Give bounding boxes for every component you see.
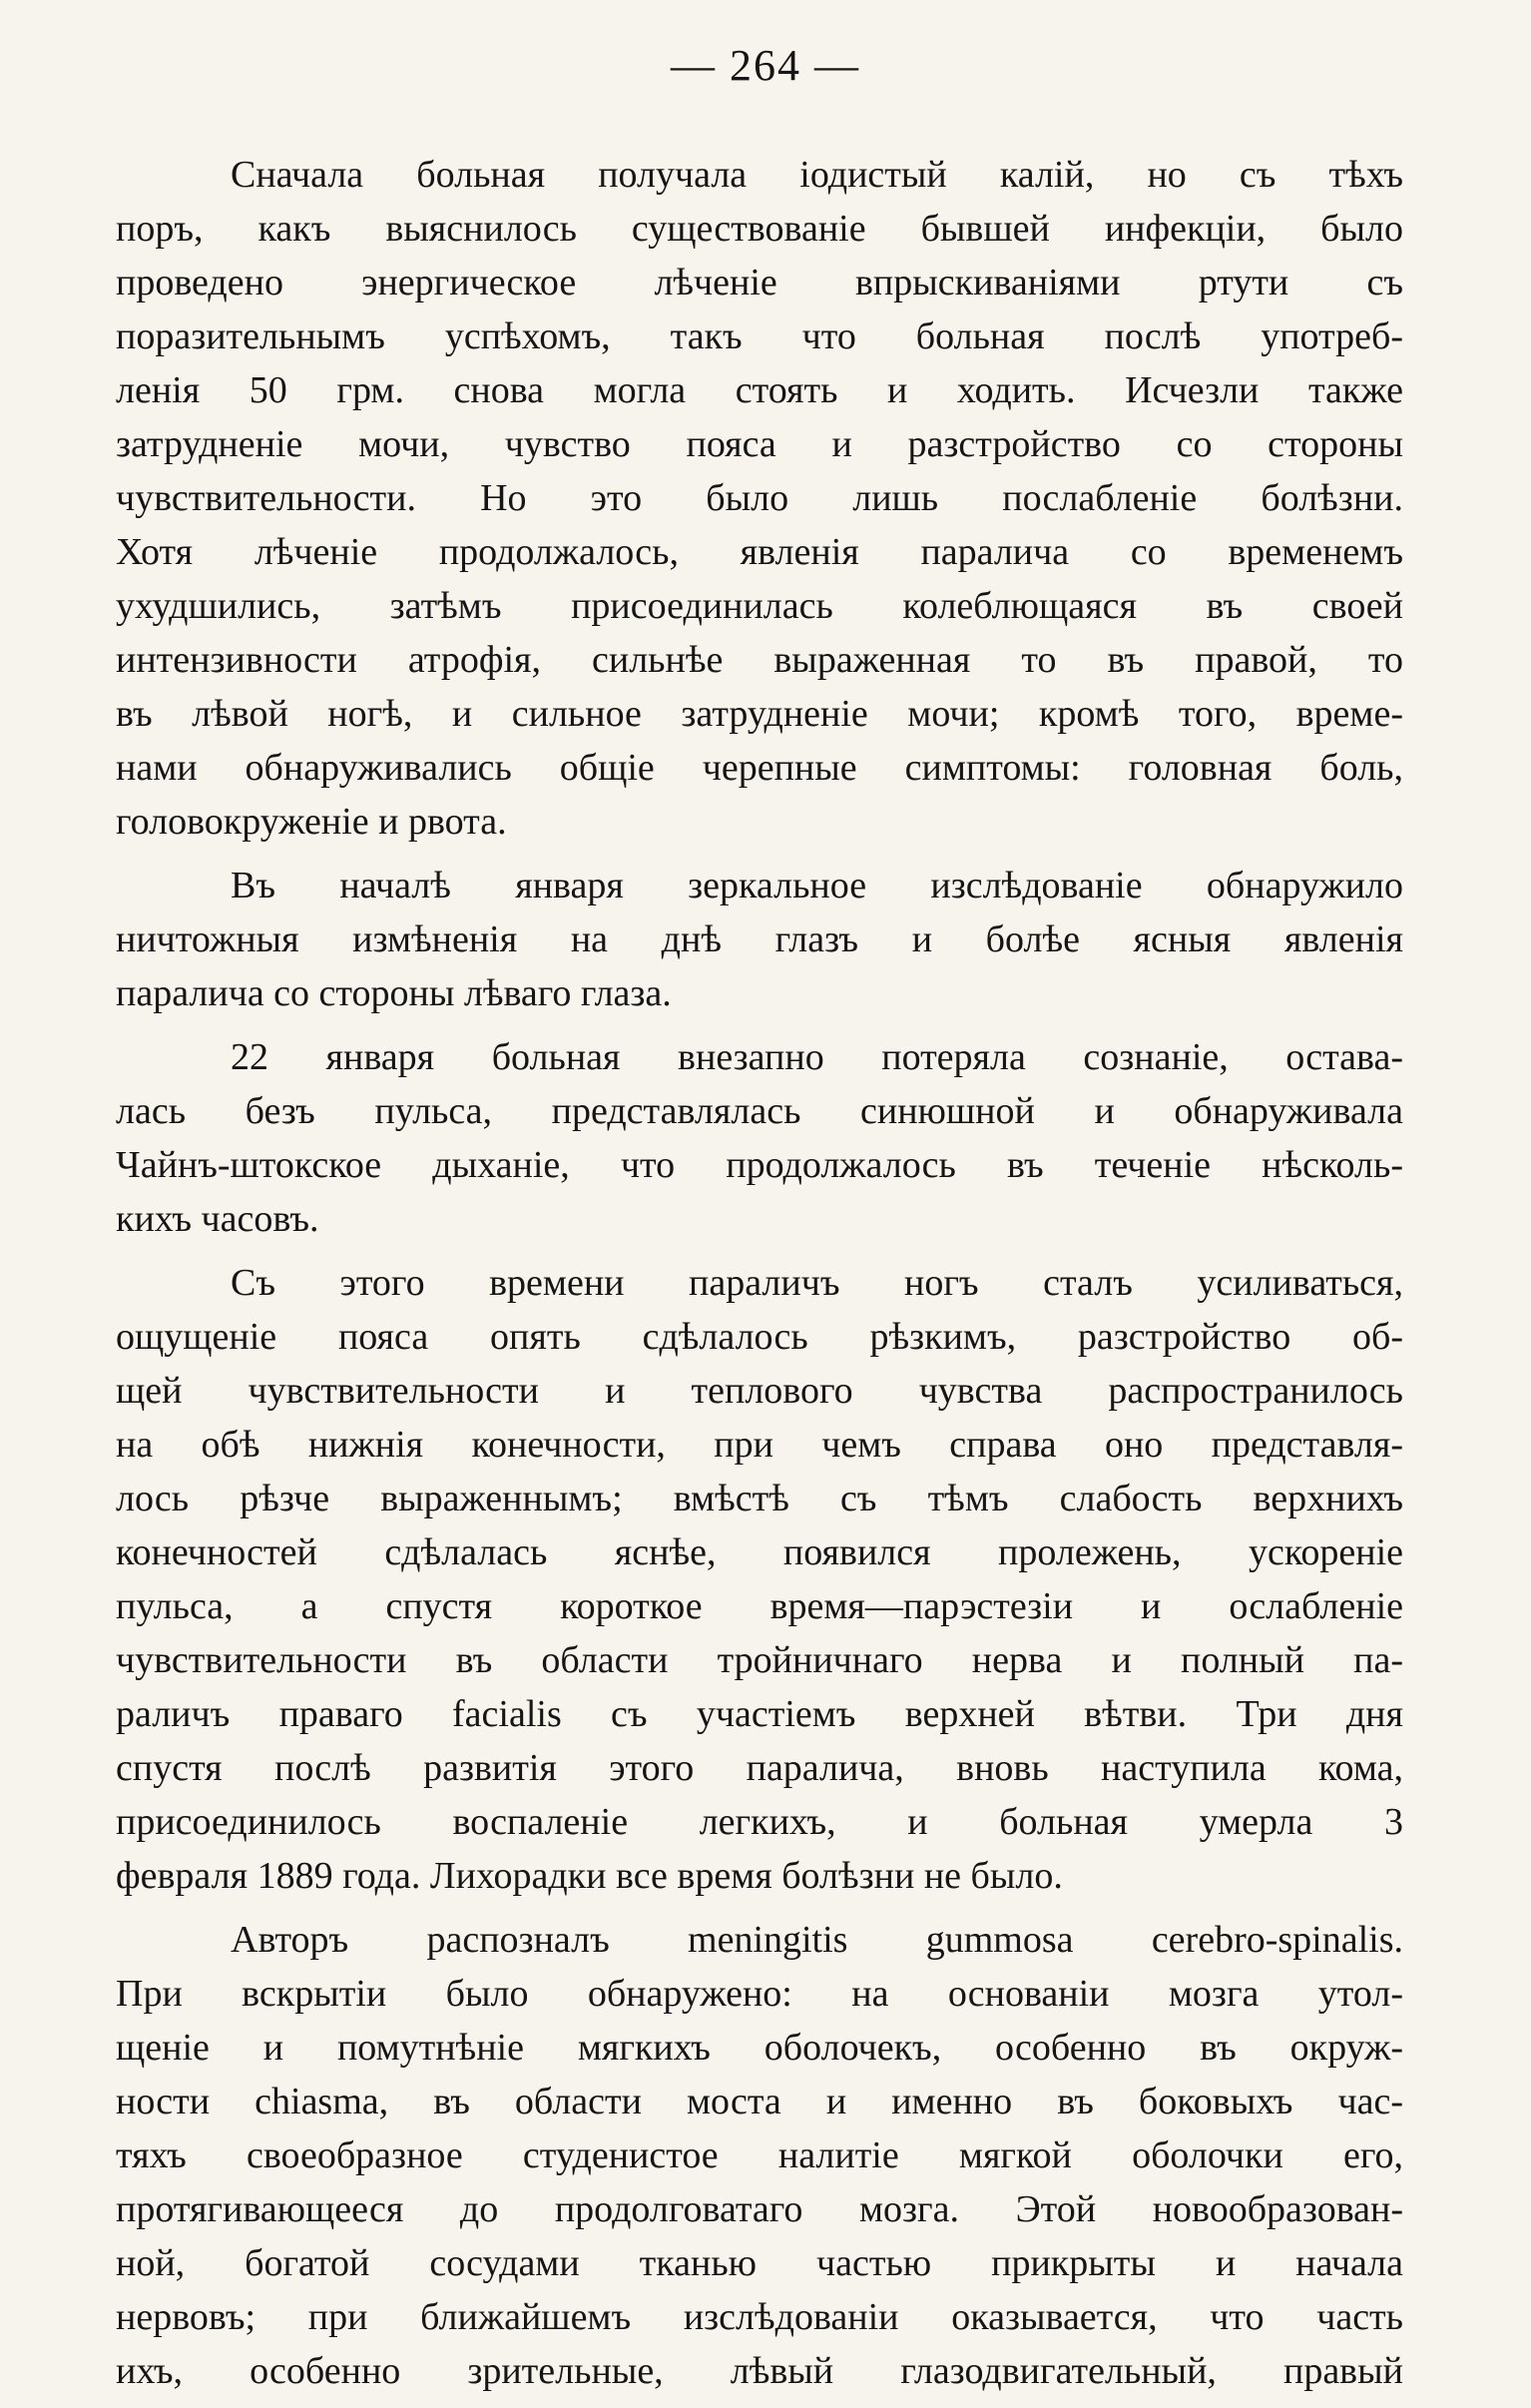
paragraph (116, 859, 1403, 1020)
page-number: — 264 — (671, 41, 860, 90)
text-line: въ лѣвой ногѣ, и сильное затрудненіе мочи; кромѣ того, време- (116, 693, 1403, 735)
paragraph (116, 1913, 1403, 2398)
text-line: ленія 50 грм. снова могла стоять и ходить. Исчезли также (116, 369, 1403, 411)
text-line: проведено энергическое лѣченіе впрыскиваніями ртути съ (116, 262, 1403, 303)
text-line: ности chiasma, въ области моста и именно въ боковыхъ час- (116, 2081, 1403, 2122)
text-line: головокруженіе и рвота. (116, 801, 507, 843)
text-line: нервовъ; при ближайшемъ изслѣдованіи оказывается, что часть (116, 2296, 1403, 2338)
body-text (116, 148, 1403, 2408)
text-line: февраля 1889 года. Лихорадки все время болѣзни не было. (116, 1855, 1063, 1897)
text-line: 22 января больная внезапно потеряла сознаніе, остава- (231, 1036, 1403, 1078)
text-line: паралича со стороны лѣваго глаза. (116, 972, 672, 1014)
paragraph (116, 148, 1403, 849)
text-line: лась безъ пульса, представлялась синюшной и обнаруживала (116, 1090, 1403, 1132)
text-line: кихъ часовъ. (116, 1198, 319, 1240)
text-line: спустя послѣ развитія этого паралича, вновь наступила кома, (116, 1747, 1403, 1789)
text-line: щеніе и помутнѣніе мягкихъ оболочекъ, особенно въ окруж- (116, 2027, 1403, 2069)
text-line: раличъ праваго facialis съ участіемъ верхней вѣтви. Три дня (116, 1693, 1403, 1735)
text-line: чувствительности. Но это было лишь послабленіе болѣзни. (116, 477, 1403, 519)
text-line: протягивающееся до продолговатаго мозга. Этой новообразован- (116, 2188, 1403, 2230)
text-line: присоединилось воспаленіе легкихъ, и больная умерла 3 (116, 1801, 1403, 1843)
text-line: на обѣ нижнія конечности, при чемъ справа оно представля- (116, 1424, 1403, 1466)
text-line: Сначала больная получала іодистый калій, но съ тѣхъ (231, 154, 1403, 196)
paragraph (116, 1256, 1403, 1903)
text-line: поръ, какъ выяснилось существованіе бывшей инфекціи, было (116, 208, 1403, 250)
text-line: конечностей сдѣлалась яснѣе, появился пролежень, ускореніе (116, 1531, 1403, 1573)
text-line: тяхъ своеобразное студенистое налитіе мягкой оболочки его, (116, 2134, 1403, 2176)
text-line: пульса, а спустя короткое время—парэстезіи и ослабленіе (116, 1585, 1403, 1627)
text-line: поразительнымъ успѣхомъ, такъ что больная послѣ употреб- (116, 315, 1403, 357)
text-line: Съ этого времени параличъ ногъ сталъ усиливаться, (231, 1262, 1403, 1304)
text-line: ощущеніе пояса опять сдѣлалось рѣзкимъ, разстройство об- (116, 1316, 1403, 1358)
text-line: щей чувствительности и теплового чувства распространилось (116, 1370, 1403, 1412)
text-line: ихъ, особенно зрительные, лѣвый глазодвигательный, правый (116, 2350, 1403, 2392)
text-line: При вскрытіи было обнаружено: на основаніи мозга утол- (116, 1973, 1403, 2015)
text-line: интензивности атрофія, сильнѣе выраженная то въ правой, то (116, 639, 1403, 681)
text-line: лось рѣзче выраженнымъ; вмѣстѣ съ тѣмъ слабость верхнихъ (116, 1478, 1403, 1519)
text-line: ной, богатой сосудами тканью частью прикрыты и начала (116, 2242, 1403, 2284)
text-line: нами обнаруживались общіе черепные симптомы: головная боль, (116, 747, 1403, 789)
text-line: затрудненіе мочи, чувство пояса и разстройство со стороны (116, 423, 1403, 465)
text-line: Чайнъ-штокское дыханіе, что продолжалось въ теченіе нѣсколь- (116, 1144, 1403, 1186)
text-line: Авторъ распозналъ meningitis gummosa cerebro-spinalis. (231, 1919, 1403, 1961)
text-line: ничтожныя измѣненія на днѣ глазъ и болѣе ясныя явленія (116, 918, 1403, 960)
text-line: чувствительности въ области тройничнаго нерва и полный па- (116, 1639, 1403, 1681)
text-line: ухудшились, затѣмъ присоединилась колеблющаяся въ своей (116, 585, 1403, 627)
paragraph (116, 1030, 1403, 1246)
text-line: Хотя лѣченіе продолжалось, явленія паралича со временемъ (116, 531, 1403, 573)
text-line: Въ началѣ января зеркальное изслѣдованіе обнаружило (231, 865, 1403, 906)
